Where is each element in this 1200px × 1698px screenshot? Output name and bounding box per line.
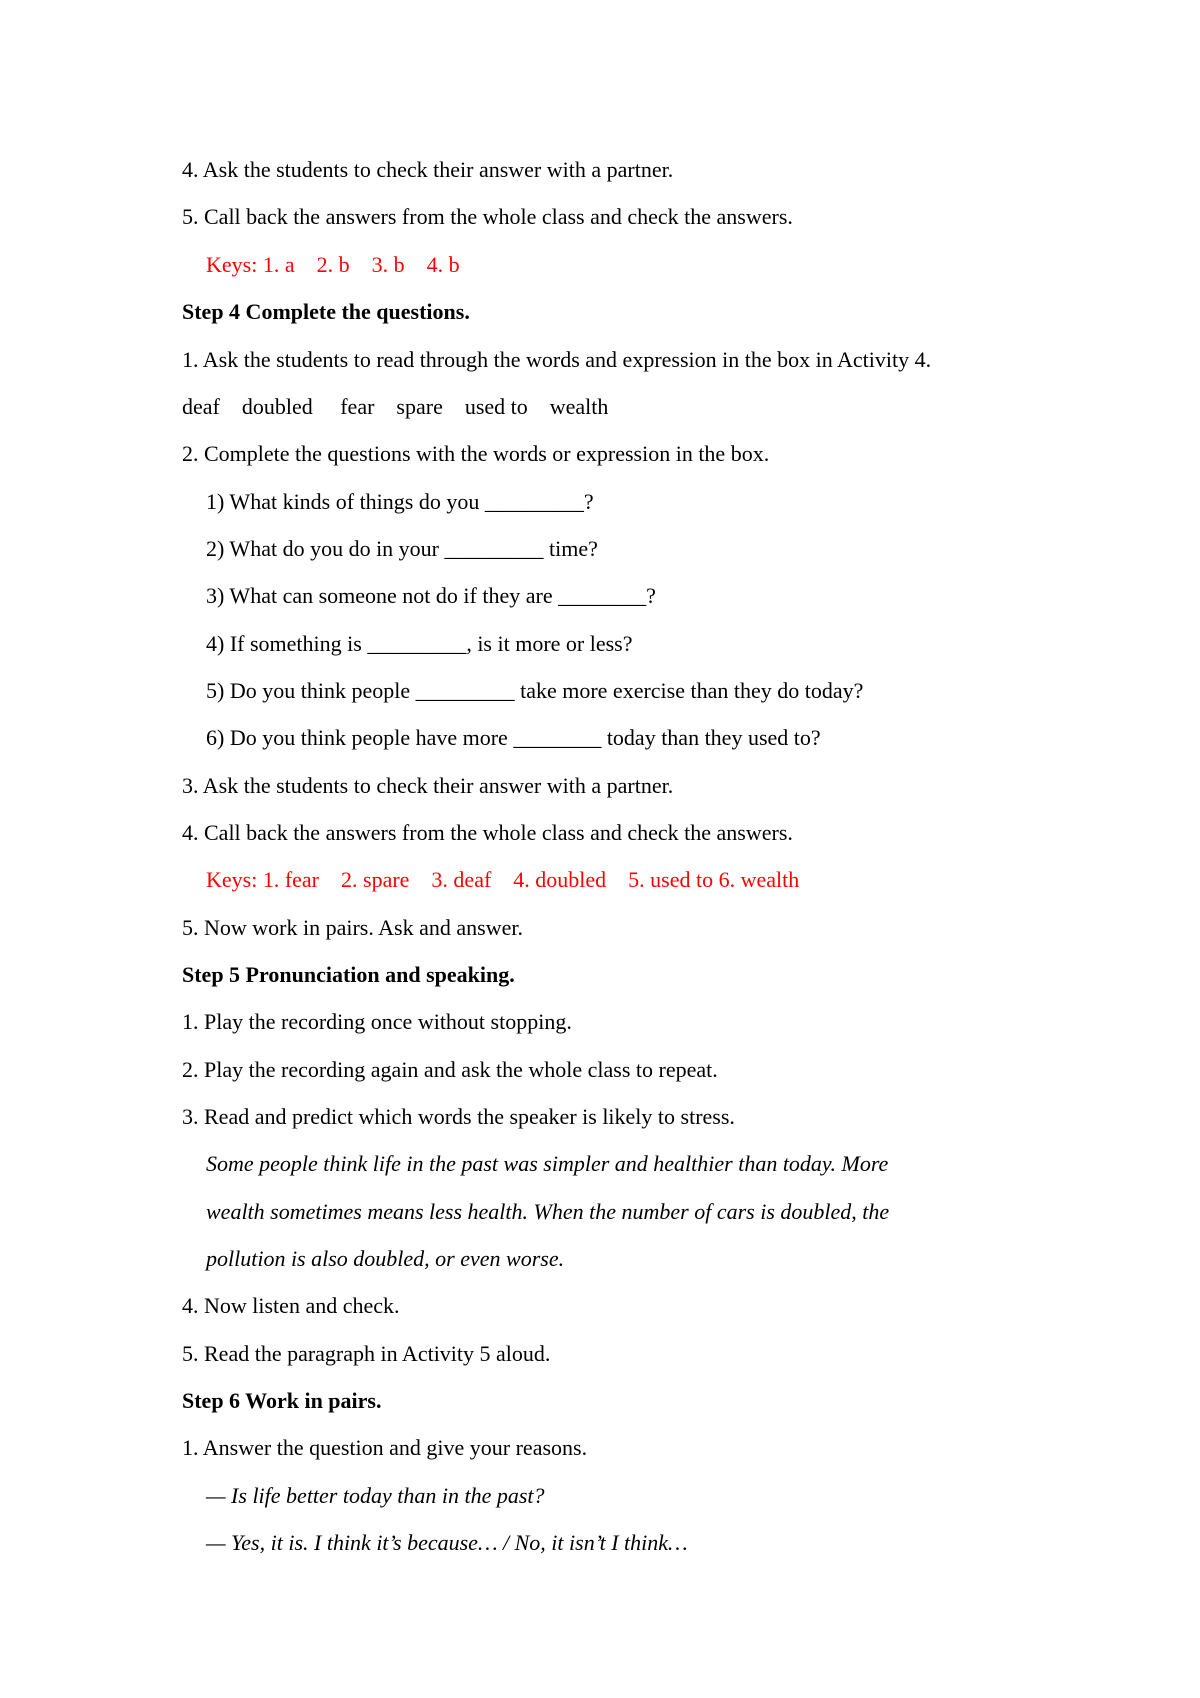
question-line: 5) Do you think people _________ take more exercise than they do today?: [206, 678, 864, 703]
instruction-line: 3. Read and predict which words the speaker is likely to stress.: [182, 1104, 735, 1129]
instruction-line: 2. Complete the questions with the words or expression in the box.: [182, 441, 770, 466]
instruction-line: 5. Now work in pairs. Ask and answer.: [182, 915, 523, 940]
answer-keys: Keys: 1. a 2. b 3. b 4. b: [206, 252, 460, 277]
question-line: 2) What do you do in your _________ time?: [206, 536, 598, 561]
dialogue-line: — Is life better today than in the past?: [206, 1483, 545, 1508]
instruction-line: 3. Ask the students to check their answer with a partner.: [182, 773, 674, 798]
instruction-line: 1. Ask the students to read through the words and expression in the box in Activity 4.: [182, 347, 932, 372]
instruction-line: 4. Call back the answers from the whole class and check the answers.: [182, 820, 793, 845]
answer-keys: Keys: 1. fear 2. spare 3. deaf 4. doubled 5. used to 6. wealth: [206, 867, 800, 892]
reading-paragraph-line: wealth sometimes means less health. When the number of cars is doubled, the: [206, 1199, 890, 1224]
word-box: deaf doubled fear spare used to wealth: [182, 394, 609, 419]
step-heading: Step 5 Pronunciation and speaking.: [182, 962, 515, 987]
reading-paragraph-line: Some people think life in the past was simpler and healthier than today. More: [206, 1151, 889, 1176]
instruction-line: 5. Call back the answers from the whole class and check the answers.: [182, 204, 793, 229]
instruction-line: 1. Answer the question and give your reasons.: [182, 1435, 588, 1460]
step-heading: Step 4 Complete the questions.: [182, 299, 470, 324]
question-line: 4) If something is _________, is it more or less?: [206, 631, 633, 656]
step-heading: Step 6 Work in pairs.: [182, 1388, 382, 1413]
question-line: 1) What kinds of things do you _________?: [206, 489, 594, 514]
instruction-line: 4. Now listen and check.: [182, 1293, 400, 1318]
instruction-line: 1. Play the recording once without stopping.: [182, 1009, 572, 1034]
question-line: 3) What can someone not do if they are ________?: [206, 583, 656, 608]
instruction-line: 5. Read the paragraph in Activity 5 aloud.: [182, 1341, 551, 1366]
instruction-line: 4. Ask the students to check their answer with a partner.: [182, 157, 674, 182]
reading-paragraph-line: pollution is also doubled, or even worse.: [206, 1246, 565, 1271]
question-line: 6) Do you think people have more ________ today than they used to?: [206, 725, 821, 750]
instruction-line: 2. Play the recording again and ask the whole class to repeat.: [182, 1057, 718, 1082]
dialogue-line: — Yes, it is. I think it’s because… / No, it isn’t I think…: [206, 1530, 688, 1555]
